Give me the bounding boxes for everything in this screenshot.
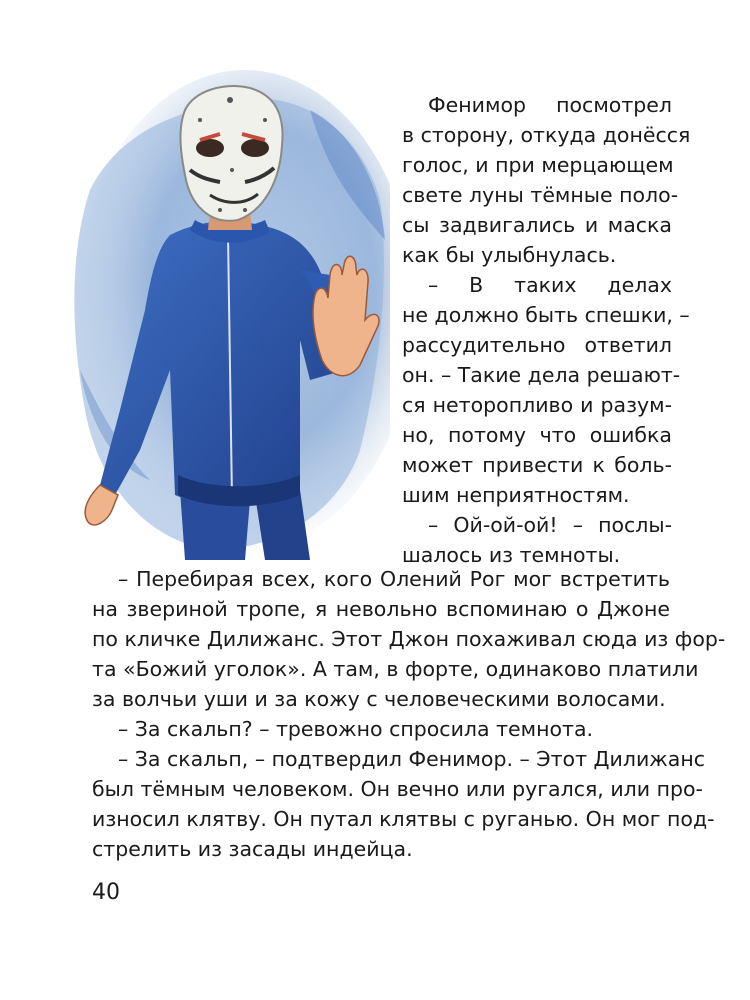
text-line: – За скальп? – тревожно спросила темнота. bbox=[118, 717, 594, 741]
text-line: на звериной тропе, я невольно вспоминаю о Джоне bbox=[92, 597, 670, 621]
text-line: был тёмным человеком. Он вечно или ругался, или про- bbox=[92, 777, 703, 801]
illustration-svg bbox=[60, 70, 390, 560]
text-line: износил клятву. Он путал клятвы с руганью. Он мог под- bbox=[92, 807, 715, 831]
text-line: может привести к боль- bbox=[402, 453, 672, 477]
text-line: – За скальп, – подтвердил Фенимор. – Этот Дилижанс bbox=[118, 747, 706, 771]
text-line: шим неприятностям. bbox=[402, 483, 630, 507]
text-line: – Перебирая всех, кого Олений Рог мог встретить bbox=[118, 567, 670, 591]
full-width-text bbox=[92, 564, 726, 864]
text-line: – В таких делах bbox=[428, 273, 672, 297]
text-line: та «Божий уголок». А там, в форте, одинаково платили bbox=[92, 657, 699, 681]
text-line: шалось из темноты. bbox=[402, 543, 621, 567]
text-line: – Ой-ой-ой! – послы- bbox=[428, 513, 672, 537]
text-line: он. – Такие дела решают- bbox=[402, 363, 681, 387]
text-line: в сторону, откуда донёсся bbox=[402, 123, 691, 147]
text-line: сы задвигались и маска bbox=[402, 213, 672, 237]
text-line: стрелить из засады индейца. bbox=[92, 837, 413, 861]
text-line: не должно быть спешки, – bbox=[402, 303, 690, 327]
text-line: Фенимор посмотрел bbox=[428, 93, 672, 117]
text-line: как бы улыбнулась. bbox=[402, 243, 617, 267]
text-line: свете луны тёмные поло- bbox=[402, 183, 679, 207]
text-line: но, потому что ошибка bbox=[402, 423, 672, 447]
text-line: рассудительно ответил bbox=[402, 333, 672, 357]
side-text-column bbox=[402, 90, 691, 570]
text-line: за волчьи уши и за кожу с человеческими волосами. bbox=[92, 687, 666, 711]
illustration-masked-man bbox=[60, 70, 390, 560]
text-line: по кличке Дилижанс. Этот Джон похаживал сюда из фор- bbox=[92, 627, 726, 651]
text-line: ся неторопливо и разум- bbox=[402, 393, 672, 417]
page-number: 40 bbox=[92, 880, 120, 905]
text-line: голос, и при мерцающем bbox=[402, 153, 674, 177]
